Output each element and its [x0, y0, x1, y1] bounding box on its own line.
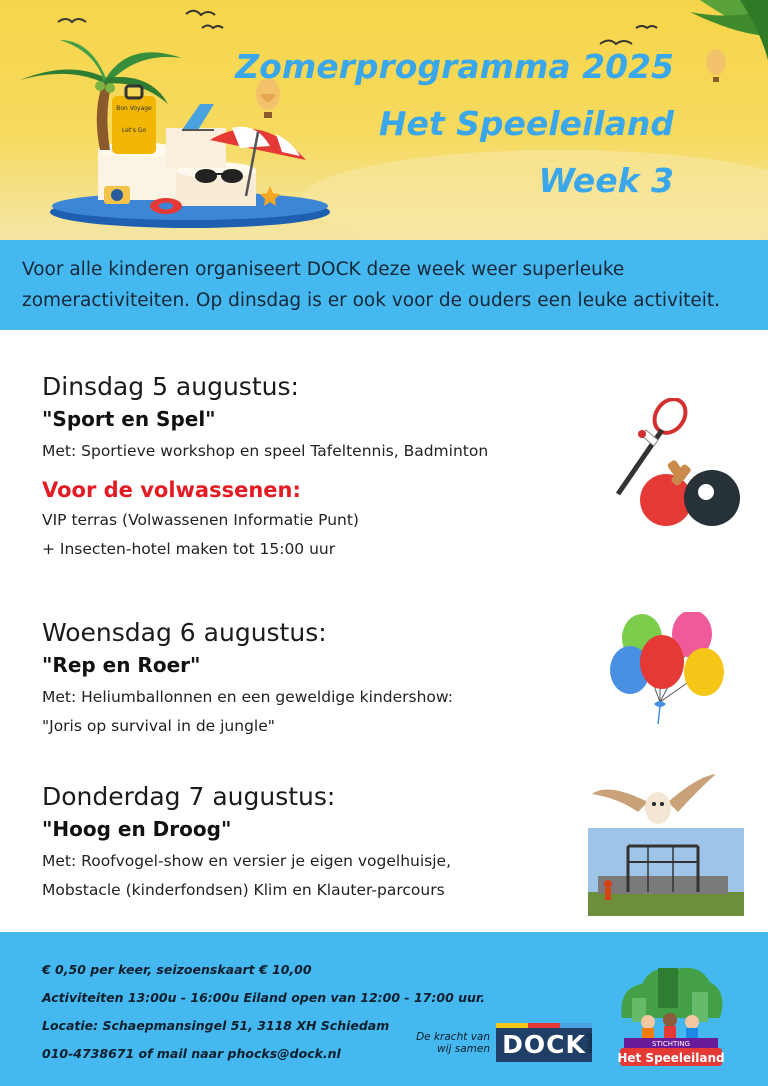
day-description: Met: Roofvogel-show en versier je eigen vogelhuisje, — [42, 852, 452, 870]
day-description: Met: Sportieve workshop en speel Tafeltennis, Badminton — [42, 442, 489, 460]
tagline-line: De kracht van — [416, 1031, 490, 1043]
footer-contact: 010-4738671 of mail naar phocks@dock.nl — [42, 1046, 341, 1061]
obstacle-course-photo — [588, 828, 744, 916]
day-theme: "Sport en Spel" — [42, 407, 216, 431]
suitcase-icon — [112, 86, 156, 154]
title-line: Zomerprogramma 2025 — [235, 47, 674, 86]
svg-text:STICHTING: STICHTING — [652, 1040, 690, 1048]
intro-band — [0, 240, 768, 330]
intro-text — [22, 254, 752, 316]
adult-line: VIP terras (Volwassenen Informatie Punt) — [42, 511, 359, 529]
footer-location: Locatie: Schaepmansingel 51, 3118 XH Schiedam — [42, 1018, 390, 1033]
seagull-icon — [58, 19, 86, 22]
seagull-icon — [636, 26, 657, 28]
balloons-icon — [608, 612, 728, 730]
dock-logo — [496, 1028, 592, 1062]
poster-title — [235, 38, 674, 209]
intro-line: Voor alle kinderen organiseert DOCK deze week weer superleuke — [22, 259, 625, 280]
palm-tree-icon — [20, 40, 182, 150]
day-tuesday — [42, 372, 488, 564]
dock-tagline — [404, 1031, 490, 1055]
footer-price: € 0,50 per keer, seizoenskaart € 10,00 — [42, 962, 312, 977]
day-theme: "Rep en Roer" — [42, 653, 201, 677]
dock-groep-label: groep — [586, 1033, 594, 1054]
dock-logo-text: DOCK — [502, 1030, 586, 1059]
tagline-line: wij samen — [436, 1043, 490, 1055]
seagull-icon — [186, 11, 215, 15]
beach-chair-icon — [182, 104, 214, 130]
svg-text:Bon Voyage: Bon Voyage — [116, 105, 152, 112]
title-line: Week 3 — [538, 161, 674, 200]
day-theme: "Hoog en Droog" — [42, 817, 232, 841]
adult-heading: Voor de volwassenen: — [42, 478, 301, 502]
palm-leaves-icon — [690, 0, 768, 60]
svg-text:Let's Go: Let's Go — [121, 127, 147, 134]
day-description: "Joris op survival in de jungle" — [42, 717, 275, 735]
seagull-icon — [202, 26, 223, 29]
adult-line: + Insecten-hotel maken tot 15:00 uur — [42, 540, 336, 558]
day-description: Met: Heliumballonnen en een geweldige kindershow: — [42, 688, 453, 706]
day-heading: Donderdag 7 augustus: — [42, 782, 336, 811]
intro-line: zomeractiviteiten. Op dinsdag is er ook voor de ouders een leuke activiteit. — [22, 290, 721, 311]
day-description: Mobstacle (kinderfondsen) Klim en Klauter-parcours — [42, 881, 445, 899]
header-banner — [0, 0, 768, 240]
day-heading: Woensdag 6 augustus: — [42, 618, 327, 647]
hot-air-balloon-icon — [706, 49, 726, 82]
owl-obstacle-icon — [588, 772, 748, 918]
swim-ring-icon — [150, 198, 182, 214]
day-heading: Dinsdag 5 augustus: — [42, 372, 299, 401]
day-wednesday — [42, 618, 453, 741]
camera-icon — [104, 186, 130, 204]
badminton-pingpong-icon — [606, 398, 750, 528]
owl-icon — [592, 774, 716, 824]
footer-times: Activiteiten 13:00u - 16:00u Eiland open van 12:00 - 17:00 uur. — [42, 990, 486, 1005]
svg-text:Het Speeleiland: Het Speeleiland — [617, 1051, 725, 1065]
title-line: Het Speeleiland — [378, 104, 674, 143]
day-thursday — [42, 782, 451, 905]
speeleiland-logo — [612, 958, 730, 1070]
